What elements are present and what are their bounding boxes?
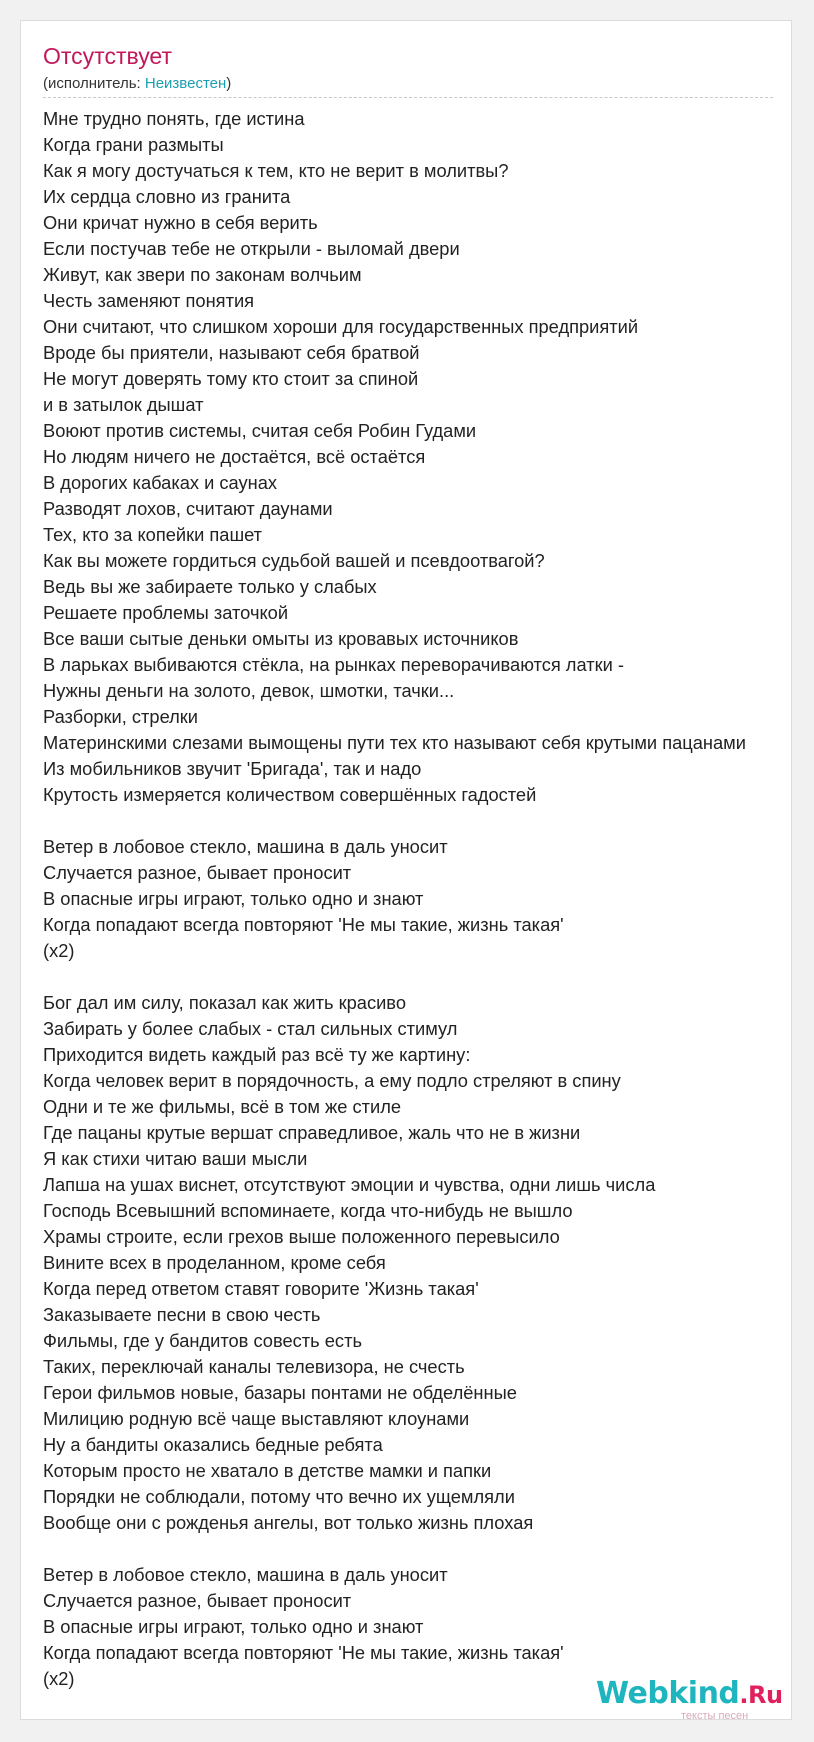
lyric-line: Вообще они с рожденья ангелы, вот только жизнь плохая [43, 1512, 534, 1533]
stanza-break [43, 964, 792, 990]
lyrics-text [43, 106, 792, 1692]
lyric-line: Я как стихи читаю ваши мысли [43, 1148, 308, 1169]
lyric-line: Они кричат нужно в себя верить [43, 212, 318, 233]
stanza-break [43, 808, 792, 834]
lyric-line: Забирать у более слабых - стал сильных стимул [43, 1018, 458, 1039]
lyric-line: Живут, как звери по законам волчьим [43, 264, 362, 285]
lyric-line: В опасные игры играют, только одно и знают [43, 1616, 424, 1637]
song-title: Отсутствует [43, 43, 172, 69]
lyric-line: Когда перед ответом ставят говорите 'Жизнь такая' [43, 1278, 479, 1299]
lyric-line: В опасные игры играют, только одно и знают [43, 888, 424, 909]
lyric-line: Из мобильников звучит 'Бригада', так и надо [43, 758, 422, 779]
lyric-line: Когда попадают всегда повторяют 'Не мы такие, жизнь такая' [43, 1642, 564, 1663]
lyric-line: Таких, переключай каналы телевизора, не счесть [43, 1356, 465, 1377]
lyric-line: Где пацаны крутые вершат справедливое, жаль что не в жизни [43, 1122, 581, 1143]
lyric-line: Вроде бы приятели, называют себя братвой [43, 342, 420, 363]
webkind-logo[interactable] [596, 1676, 792, 1720]
lyric-line: Разборки, стрелки [43, 706, 199, 727]
lyric-line: Тех, кто за копейки пашет [43, 524, 263, 545]
lyric-line: Случается разное, бывает проносит [43, 1590, 352, 1611]
performer-prefix: (исполнитель: [43, 75, 145, 92]
lyric-line: Когда попадают всегда повторяют 'Не мы такие, жизнь такая' [43, 914, 564, 935]
lyric-line: Когда человек верит в порядочность, а ему подло стреляют в спину [43, 1070, 621, 1091]
lyric-line: Воюют против системы, считая себя Робин Гудами [43, 420, 477, 441]
lyric-line: Ветер в лобовое стекло, машина в даль уносит [43, 836, 448, 857]
lyric-line: Материнскими слезами вымощены пути тех кто называют себя крутыми пацанами [43, 732, 746, 753]
lyric-line: Нужны деньги на золото, девок, шмотки, тачки... [43, 680, 455, 701]
title-divider [43, 97, 773, 98]
logo-name: Webkind [596, 1676, 740, 1711]
lyric-line: Не могут доверять тому кто стоит за спиной [43, 368, 419, 389]
lyric-line: Заказываете песни в свою честь [43, 1304, 321, 1325]
lyric-line: Бог дал им силу, показал как жить красиво [43, 992, 406, 1013]
lyric-line: Но людям ничего не достаётся, всё остаётся [43, 446, 426, 467]
lyric-line: Разводят лохов, считают даунами [43, 498, 333, 519]
stanza-break [43, 1536, 792, 1562]
lyric-line: Ну а бандиты оказались бедные ребята [43, 1434, 383, 1455]
lyric-line: Господь Всевышний вспоминаете, когда что-нибудь не вышло [43, 1200, 573, 1221]
lyric-line: и в затылок дышат [43, 394, 204, 415]
lyric-line: Решаете проблемы заточкой [43, 602, 289, 623]
lyric-line: Герои фильмов новые, базары понтами не обделённые [43, 1382, 517, 1403]
lyric-line: Ведь вы же забираете только у слабых [43, 576, 377, 597]
lyric-line: Которым просто не хватало в детстве мамки и папки [43, 1460, 492, 1481]
performer-link[interactable]: Неизвестен [144, 75, 227, 92]
lyric-line: В ларьках выбиваются стёкла, на рынках переворачиваются латки - [43, 654, 624, 675]
lyric-line: Когда грани размыты [43, 134, 224, 155]
lyric-line: Милицию родную всё чаще выставляют клоунами [43, 1408, 470, 1429]
lyric-line: Случается разное, бывает проносит [43, 862, 352, 883]
lyric-line: Если постучав тебе не открыли - выломай двери [43, 238, 460, 259]
logo-tagline: тексты песен [681, 1710, 749, 1720]
lyric-line: Как вы можете гордиться судьбой вашей и псевдоотвагой? [43, 550, 545, 571]
lyric-line: Приходится видеть каждый раз всё ту же картину: [43, 1044, 471, 1065]
lyric-line: Храмы строите, если грехов выше положенного перевысило [43, 1226, 560, 1247]
logo-wordmark [596, 1676, 783, 1713]
lyric-line: Одни и те же фильмы, всё в том же стиле [43, 1096, 402, 1117]
performer-line [43, 74, 231, 94]
lyric-line: Мне трудно понять, где истина [43, 108, 305, 129]
lyric-line: Все ваши сытые деньки омыты из кровавых источников [43, 628, 519, 649]
lyric-line: Как я могу достучаться к тем, кто не верит в молитвы? [43, 160, 509, 181]
lyric-line: Честь заменяют понятия [43, 290, 255, 311]
lyric-line: Их сердца словно из гранита [43, 186, 291, 207]
lyric-line: (x2) [43, 940, 75, 961]
lyric-line: Фильмы, где у бандитов совесть есть [43, 1330, 362, 1351]
lyric-line: (x2) [43, 1668, 75, 1689]
logo-tld: .Ru [739, 1681, 783, 1709]
lyric-line: Вините всех в проделанном, кроме себя [43, 1252, 386, 1273]
lyrics-card [20, 20, 792, 1720]
lyric-line: Порядки не соблюдали, потому что вечно их ущемляли [43, 1486, 515, 1507]
lyric-line: Лапша на ушах виснет, отсутствуют эмоции и чувства, одни лишь числа [43, 1174, 656, 1195]
lyric-line: Ветер в лобовое стекло, машина в даль уносит [43, 1564, 448, 1585]
lyric-line: Крутость измеряется количеством совершённых гадостей [43, 784, 537, 805]
lyric-line: Они считают, что слишком хороши для государственных предприятий [43, 316, 639, 337]
performer-suffix: ) [226, 75, 232, 92]
lyric-line: В дорогих кабаках и саунах [43, 472, 278, 493]
